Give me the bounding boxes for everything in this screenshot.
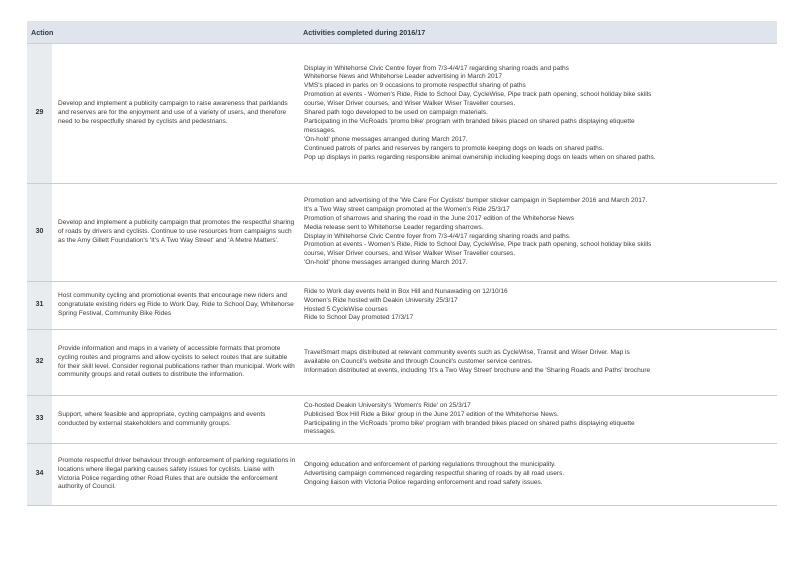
- activities-table: [27, 21, 777, 506]
- activities-cell: [299, 330, 777, 396]
- table-row: [27, 444, 777, 506]
- action-description: Host community cycling and promotional events that encourage new riders and congratulate existing riders eg Ride to Work Day, Ride to School Day, Whitehorse Spring Festival, Community Bike Rides: [52, 282, 299, 330]
- row-number: 33: [27, 396, 52, 444]
- activity-line: Participating in the VicRoads 'promo bike' program with branded bikes placed on shared paths displaying etiquette: [304, 117, 635, 125]
- activity-line: Whitehorse News and Whitehorse Leader advertising in March 2017: [304, 73, 502, 81]
- table-row: [27, 184, 777, 282]
- header-action: Action: [27, 21, 299, 44]
- row-number: 34: [27, 444, 52, 506]
- activity-line: Information distributed at events, including 'It's a Two Way Street' brochure and the 'Sharing Roads and Paths' brochure: [304, 366, 651, 374]
- row-number: 31: [27, 282, 52, 330]
- activity-line: Continued patrols of parks and reserves by rangers to promote keeping dogs on leads on shared paths.: [304, 144, 604, 152]
- activity-line: messages.: [304, 428, 336, 436]
- activity-line: available on Council's website and through Council's customer service centres.: [304, 358, 533, 366]
- activity-line: TravelSmart maps distributed at relevant community events such as CycleWise, Transit and Wiser Driver. Map is: [304, 349, 630, 357]
- activity-line: 'On-hold' phone messages arranged during March 2017.: [304, 259, 468, 267]
- table-body: [27, 44, 777, 506]
- activity-line: course, Wiser Driver courses, and Wiser Walker Wiser Traveller courses.: [304, 250, 516, 258]
- activity-line: Co-hosted Deakin University's 'Women's Ride' on 25/3/17: [304, 401, 471, 409]
- activities-cell: [299, 44, 777, 184]
- activity-line: It's a Two Way street campaign promoted at the Women's Ride 25/3/17: [304, 205, 510, 213]
- activity-line: Publicised 'Box Hill Ride a Bike' group in the June 2017 edition of the Whitehorse News.: [304, 410, 559, 418]
- activity-line: Ride to School Day promoted 17/3/17: [304, 314, 414, 322]
- table-row: [27, 282, 777, 330]
- activity-line: Ongoing liaison with Victoria Police regarding enforcement and road safety issues.: [304, 478, 543, 486]
- activity-line: 'On-hold' phone messages arranged during March 2017.: [304, 135, 468, 143]
- table-header: [27, 21, 777, 44]
- activity-line: Ride to Work day events held in Box Hill and Nunawading on 12/10/16: [304, 287, 508, 295]
- activity-line: Women's Ride hosted with Deakin University 25/3/17: [304, 296, 458, 304]
- action-description: Develop and implement a publicity campaign to raise awareness that parklands and reserves are for the enjoyment and use of a variety of users, and therefore need to be respectfully shared by cyclists and pedestrians.: [52, 44, 299, 184]
- table-row: [27, 396, 777, 444]
- activity-line: Promotion at events - Women's Ride, Ride to School Day, CycleWise, Pipe track path opening, school holiday bike skills: [304, 91, 652, 99]
- table-row: [27, 44, 777, 184]
- row-number: 30: [27, 184, 52, 282]
- activity-line: messages.: [304, 126, 336, 134]
- row-number: 32: [27, 330, 52, 396]
- activity-line: Participating in the VicRoads 'promo bike' program with branded bikes placed on shared paths displaying etiquette: [304, 419, 635, 427]
- activity-line: course, Wiser Driver courses, and Wiser Walker Wiser Traveller courses.: [304, 100, 516, 108]
- activity-line: Promotion and advertising of the 'We Care For Cyclists' bumper sticker campaign in September 2016 and March 2017.: [304, 196, 648, 204]
- activities-cell: [299, 184, 777, 282]
- activity-line: Hosted 5 CycleWise courses: [304, 305, 388, 313]
- action-description: Support, where feasible and appropriate, cycling campaigns and events conducted by external stakeholders and community groups.: [52, 396, 299, 444]
- activity-line: Promotion of sharrows and sharing the road in the June 2017 edition of the Whitehorse News: [304, 214, 575, 222]
- activity-line: Ongoing education and enforcement of parking regulations throughout the municipality.: [304, 461, 556, 469]
- activities-cell: [299, 444, 777, 506]
- header-activities: Activities completed during 2016/17: [299, 21, 777, 44]
- table-row: [27, 330, 777, 396]
- activities-cell: [299, 282, 777, 330]
- action-description: Provide information and maps in a variety of accessible formats that promote cycling routes and programs and allow cyclists to select routes that are suitable for their skill level. Consider regional publications rather than municipal. Work with community groups and retail outlets to distribute the information.: [52, 330, 299, 396]
- activity-line: Promotion at events - Women's Ride, Ride to School Day, CycleWise, Pipe track path opening, school holiday bike skills: [304, 241, 652, 249]
- row-number: 29: [27, 44, 52, 184]
- activities-cell: [299, 396, 777, 444]
- activity-line: Media release sent to Whitehorse Leader regarding sharrows.: [304, 223, 484, 231]
- activity-line: Advertising campaign commenced regarding respectful sharing of roads by all road users.: [304, 470, 565, 478]
- activity-line: Display in Whitehorse Civic Centre foyer from 7/3-4/4/17 regarding sharing roads and paths: [304, 64, 569, 72]
- action-description: Develop and implement a publicity campaign that promotes the respectful sharing of roads by drivers and cyclists. Continue to use resources from campaigns such as the Amy Gillett Foundation's 'It's A Two Way Street' and 'A Metre Matters'.: [52, 184, 299, 282]
- activity-line: VMS's placed in parks on 9 occasions to promote respectful sharing of paths: [304, 82, 526, 90]
- activity-line: Display in Whitehorse Civic Centre foyer from 7/3-4/4/17 regarding sharing roads and paths.: [304, 232, 571, 240]
- activity-line: Pop up displays in parks regarding responsible animal ownership including keeping dogs on leads when on shared paths.: [304, 153, 656, 161]
- activity-line: Shared path logo developed to be used on campaign materials.: [304, 109, 488, 117]
- action-description: Promote respectful driver behaviour through enforcement of parking regulations in locations where illegal parking causes safety issues for cyclists. Liaise with Victoria Police regarding other Road Rules that are outside the enforcement authority of Council.: [52, 444, 299, 506]
